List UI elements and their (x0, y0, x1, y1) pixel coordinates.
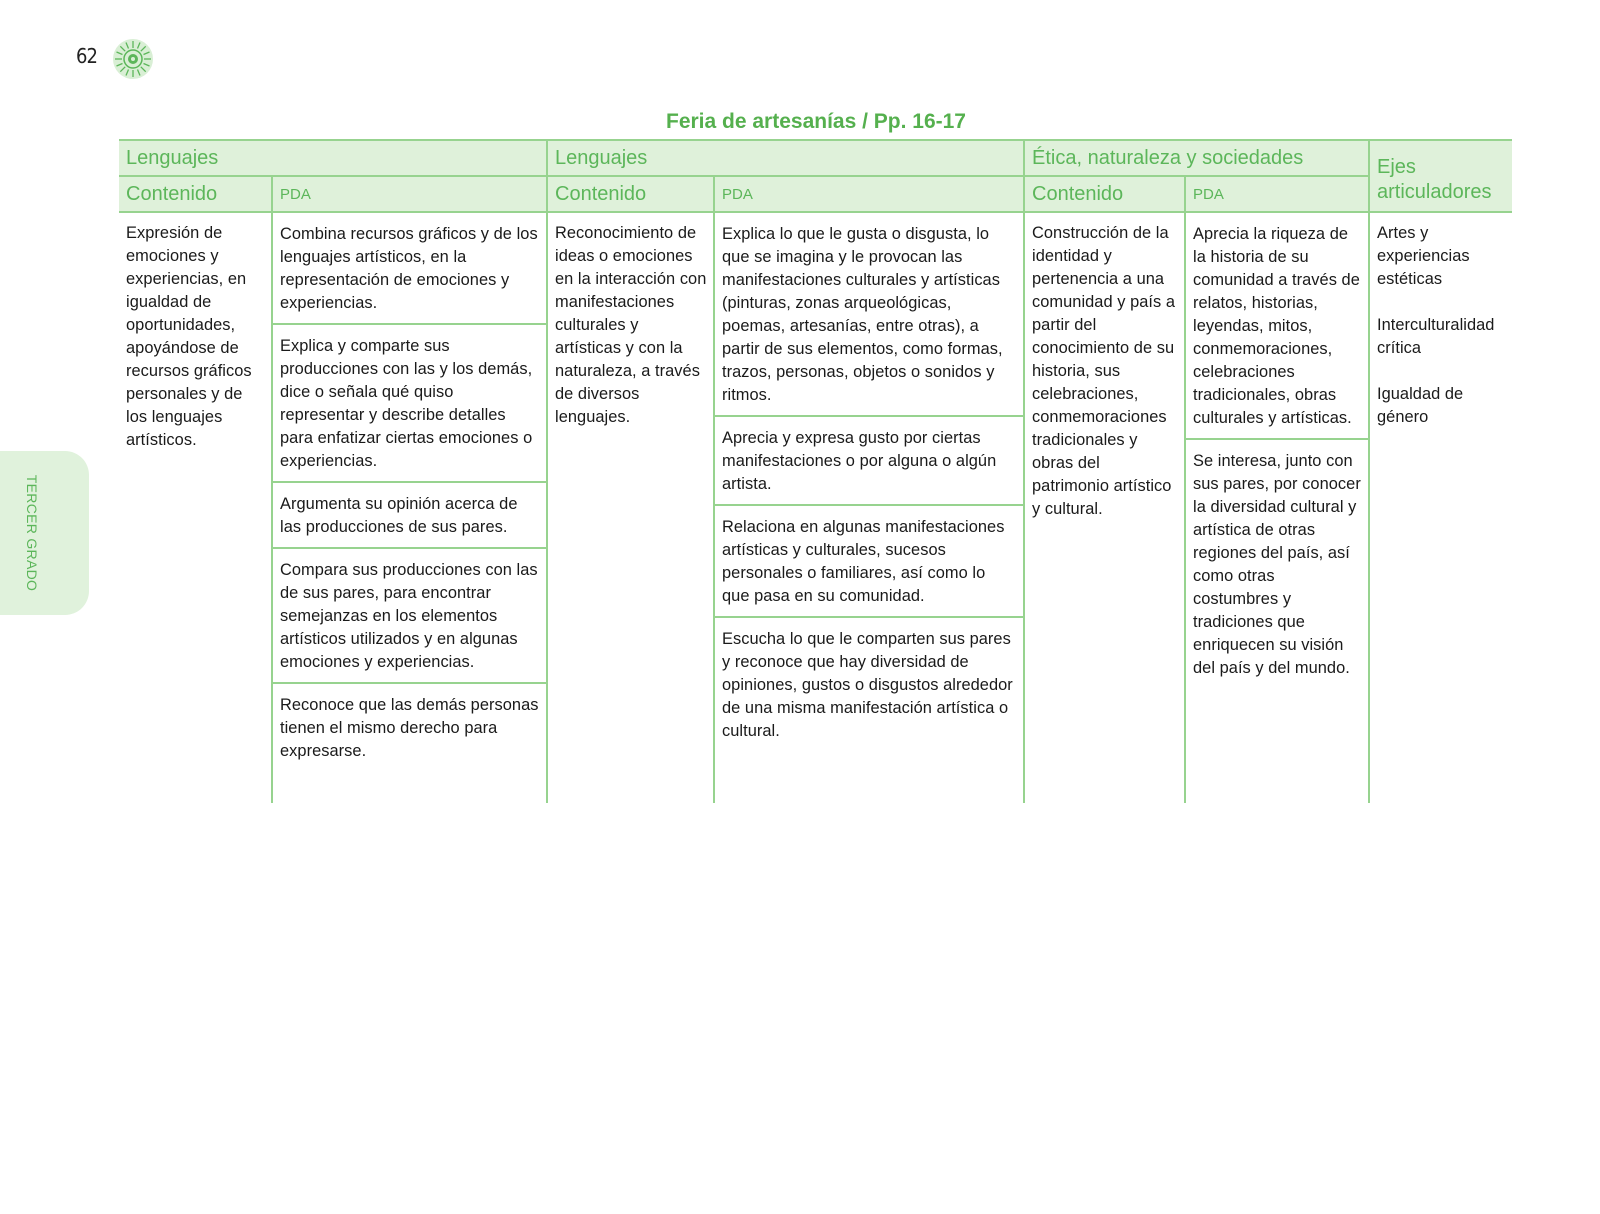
pda-item: Aprecia la riqueza de la historia de su comunidad a través de relatos, historias, leyendas, mitos, conmemoraciones, celebraciones tradicionales, obras culturales y artísticas. (1186, 213, 1368, 440)
curriculum-table (119, 139, 1512, 803)
contenido-header: Contenido (1024, 176, 1185, 212)
pda-item: Explica lo que le gusta o disgusta, lo que se imagina y le provocan las manifestaciones culturales y artísticas (pinturas, zonas arqueológicas, poemas, artesanías, entre otras), a partir de sus elementos, como formas, trazos, personas, objetos o sonidos y ritmos. (715, 213, 1023, 417)
contenido-header: Contenido (547, 176, 714, 212)
contenido-cell: Expresión de emociones y experiencias, en igualdad de oportunidades, apoyándose de recursos gráficos personales y de los lenguajes artísticos. (119, 212, 272, 803)
pda-item: Explica y comparte sus producciones con las y los demás, dice o señala qué quiso representar y describe detalles para enfatizar ciertas emociones o experiencias. (273, 325, 546, 483)
contenido-cell: Construcción de la identidad y pertenencia a una comunidad y país a partir del conocimiento de su historia, sus celebraciones, conmemoraciones tradicionales y obras del patrimonio artístico y cultural. (1024, 212, 1185, 803)
grade-label: TERCER GRADO (24, 474, 40, 592)
pda-item: Combina recursos gráficos y de los lenguajes artísticos, en la representación de emociones y experiencias. (273, 213, 546, 325)
pda-item: Escucha lo que le comparten sus pares y reconoce que hay diversidad de opiniones, gustos o disgustos alrededor de una misma manifestación artística o cultural. (722, 630, 1013, 740)
pda-cell (1185, 212, 1369, 803)
ejes-header: Ejes articuladores (1369, 140, 1512, 212)
sub-header-row (119, 176, 1512, 212)
table-body-row (119, 212, 1512, 803)
pda-item: Compara sus producciones con las de sus pares, para encontrar semejanzas en los elementos artísticos utilizados y en algunas emociones y experiencias. (273, 549, 546, 684)
pda-header: PDA (272, 176, 547, 212)
eje-item: Igualdad de género (1377, 385, 1464, 426)
eje-item: Artes y experiencias estéticas (1377, 224, 1470, 288)
contenido-header: Contenido (119, 176, 272, 212)
pda-item: Se interesa, junto con sus pares, por conocer la diversidad cultural y artística de otras regiones del país, así como otras costumbres y tradiciones que enriquecen su visión del país y del mundo. (1193, 452, 1361, 677)
pda-header: PDA (1185, 176, 1369, 212)
area-header-etica: Ética, naturaleza y sociedades (1024, 140, 1369, 176)
pda-cell (714, 212, 1024, 803)
page-number: 62 (76, 44, 97, 68)
pda-item: Argumenta su opinión acerca de las producciones de sus pares. (273, 483, 546, 549)
contenido-cell: Reconocimiento de ideas o emociones en la interacción con manifestaciones culturales y artísticas y con la naturaleza, a través de diversos lenguajes. (547, 212, 714, 803)
sun-logo-icon (112, 38, 154, 80)
area-header-lenguajes-2: Lenguajes (547, 140, 1024, 176)
pda-header: PDA (714, 176, 1024, 212)
eje-item: Interculturalidad crítica (1377, 316, 1495, 357)
area-header-row (119, 140, 1512, 176)
area-header-lenguajes-1: Lenguajes (119, 140, 547, 176)
table-title: Feria de artesanías / Pp. 16-17 (666, 110, 966, 133)
ejes-cell (1369, 212, 1512, 803)
pda-item: Relaciona en algunas manifestaciones artísticas y culturales, sucesos personales o familiares, así como lo que pasa en su comunidad. (715, 506, 1023, 618)
pda-item: Reconoce que las demás personas tienen el mismo derecho para expresarse. (280, 696, 539, 760)
grade-side-tab (0, 451, 89, 615)
pda-item: Aprecia y expresa gusto por ciertas manifestaciones o por alguna o algún artista. (715, 417, 1023, 506)
pda-cell (272, 212, 547, 803)
